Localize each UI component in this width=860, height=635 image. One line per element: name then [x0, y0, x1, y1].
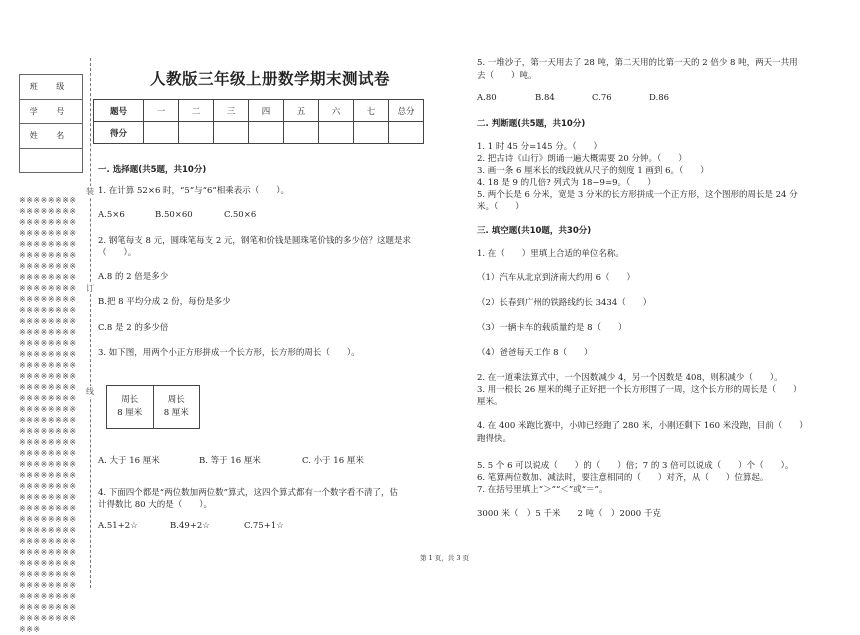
decorative-pattern: ※※※※※※※※※※※※※※※※※※※※※※※※※※※※※※※※※※※※※※※※※※※※※※※※※※※※※※※※※※※※※※※※※※※※※※※※※※※※※※※※※※※※※※※※※※※※※※※※※※※※※※※※※※※※※※※※※※※※※※※※※※※※※※※※※※※※※※※※※※※※※※※※※※※※※※※※※※※※※※※※※※※※※※※※※※※※※※※※※※※※※※※※※※※※※※※※※※※※※※※※※※※※※※※※※※※※※※※※※※※※※※※※※※※※※※※※※※※※※※※※※※※※※※※※※※※※※※※※※※※※※※※※※※※※※※※※※※※※※※※※※※※※※※※※※※※※※※※※※※※※※※※※※※※※※※※※※※※	[19, 196, 77, 634]
q5-option-a: A.80	[477, 93, 497, 103]
section-heading-choice: 一. 选择题(共5题，共10分)	[98, 165, 207, 175]
q1-option-c: C.50×6	[224, 210, 257, 220]
fill-4-line1: 4. 在 400 米跑比赛中，小帅已经跑了 280 米，小刚还剩下 160 米没跑，目前（ ）	[477, 421, 808, 431]
header-cell: 题号	[94, 100, 144, 122]
question-1: 1. 在计算 52×6 时，“5”与“6”相乘表示（ ）。	[98, 186, 290, 196]
header-cell: 五	[284, 100, 319, 122]
fill-4-line2: 跑得快。	[477, 434, 512, 444]
score-cell	[354, 122, 389, 144]
fill-3-line1: 3. 用一根长 26 厘米的绳子正好把一个长方形围了一周，这个长方形的周长是（ ）	[477, 385, 802, 395]
score-cell	[144, 122, 179, 144]
q3-option-b: B. 等于 16 厘米	[199, 456, 261, 466]
square-label: 8 厘米	[163, 408, 189, 418]
score-table	[93, 99, 424, 144]
score-cell	[389, 122, 424, 144]
judge-5-line1: 5. 两个长是 6 分米，宽是 3 分米的长方形拼成一个正方形，这个图形的周长是 24 分	[477, 190, 798, 200]
question-2-line2: （ ）。	[98, 248, 137, 258]
score-table-header-row	[94, 100, 424, 122]
header-cell: 三	[214, 100, 249, 122]
score-cell	[179, 122, 214, 144]
margin-mark-ding: 订	[86, 284, 94, 293]
fill-1-item-1: （1）汽车从北京到济南大约用 6（ ）	[477, 273, 636, 283]
q1-option-b: B.50×60	[155, 210, 193, 220]
q4-option-c: C.75+1☆	[244, 521, 284, 531]
class-field: 班 级	[20, 75, 82, 100]
fill-7: 7. 在括号里填上“＞”“＜”或“＝”。	[477, 485, 608, 495]
fill-1-item-3: （3）一辆卡车的载质量约是 8（ ）	[477, 323, 627, 333]
question-3: 3. 如下图，用两个小正方形拼成一个长方形，长方形的周长（ ）。	[98, 348, 360, 358]
header-cell: 总分	[389, 100, 424, 122]
square-label: 8 厘米	[117, 408, 143, 418]
header-cell: 二	[179, 100, 214, 122]
fill-2: 2. 在一道乘法算式中，一个因数减少 4，另一个因数是 408，则积减少（ ）。	[477, 373, 783, 383]
q5-option-d: D.86	[649, 93, 670, 103]
judge-1: 1. 1 时 45 分=145 分。（ ）	[477, 142, 602, 152]
margin-mark-zhuang: 装	[86, 187, 94, 196]
section-heading-judge: 二. 判断题(共5题，共10分)	[477, 119, 586, 129]
q3-option-a: A. 大于 16 厘米	[98, 456, 160, 466]
q5-option-c: C.76	[592, 93, 612, 103]
margin-mark-xian: 线	[86, 387, 94, 396]
judge-4: 4. 18 是 9 的几倍? 列式为 18−9=9。（ ）	[477, 178, 656, 188]
square-label: 周长	[121, 395, 139, 405]
fill-7-line: 3000 米（ ）5 千米 2 吨（ ）2000 千克	[477, 509, 661, 519]
rectangle-figure	[106, 385, 200, 429]
left-square	[107, 386, 154, 428]
q4-option-a: A.51+2☆	[98, 521, 138, 531]
binding-line	[90, 58, 91, 588]
judge-2: 2. 把古诗《山行》朗诵一遍大概需要 20 分钟。（ ）	[477, 154, 687, 164]
question-4-line1: 4. 下面四个都是“两位数加两位数”算式，这四个算式都有一个数字看不清了，估	[98, 488, 399, 498]
score-cell	[319, 122, 354, 144]
fill-1-item-2: （2）长春到广州的铁路线约长 3434（ ）	[477, 298, 652, 308]
name-field: 姓 名	[20, 124, 82, 149]
q2-option-c: C.8 是 2 的多少倍	[98, 323, 169, 333]
fill-3-line2: 厘米。	[477, 397, 503, 407]
header-cell: 六	[319, 100, 354, 122]
student-number-field: 学 号	[20, 100, 82, 125]
q2-option-b: B.把 8 平均分成 2 份，每份是多少	[98, 297, 231, 307]
q5-option-b: B.84	[535, 93, 555, 103]
header-cell: 一	[144, 100, 179, 122]
score-table-score-row	[94, 122, 424, 144]
header-cell: 七	[354, 100, 389, 122]
fill-5: 5. 5 个 6 可以说成（ ）的（ ）倍；7 的 3 倍可以说成（ ）个（ ）。	[477, 461, 794, 471]
right-square	[154, 386, 200, 428]
q2-option-a: A.8 的 2 倍是多少	[98, 272, 169, 282]
score-cell	[249, 122, 284, 144]
score-row-label: 得分	[94, 122, 144, 144]
blank-field	[20, 149, 82, 173]
fill-1-item-4: （4）爸爸每天工作 8（ ）	[477, 348, 593, 358]
question-5-line1: 5. 一堆沙子，第一天用去了 28 吨，第二天用的比第一天的 2 倍少 8 吨，两天一共用	[477, 58, 798, 68]
student-info-box	[19, 74, 83, 173]
question-5-line2: 去（ ）吨。	[477, 71, 537, 81]
q3-option-c: C. 小于 16 厘米	[302, 456, 364, 466]
q1-option-a: A.5×6	[98, 210, 125, 220]
question-2-line1: 2. 钢笔每支 8 元，圆珠笔每支 2 元，钢笔和价钱是圆珠笔价钱的多少倍？这题是求	[98, 236, 411, 246]
question-4-line2: 计得数比 80 大的是（ ）。	[98, 500, 212, 510]
judge-3: 3. 画一条 6 厘米长的线段就从尺子的刻度 1 画到 6。（ ）	[477, 166, 709, 176]
judge-5-line2: 米。（ ）	[477, 202, 524, 212]
page-footer: 第 1 页，共 3 页	[420, 554, 470, 562]
fill-6: 6. 笔算两位数加、减法时，要注意相同的（ ）对齐，从（ ）位算起。	[477, 473, 769, 483]
header-cell: 四	[249, 100, 284, 122]
fill-1: 1. 在（ ）里填上合适的单位名称。	[477, 249, 624, 259]
page-title: 人教版三年级上册数学期末测试卷	[150, 70, 391, 88]
section-heading-fill: 三. 填空题(共10题，共30分)	[477, 226, 592, 236]
q4-option-b: B.49+2☆	[170, 521, 210, 531]
square-label: 周长	[167, 395, 185, 405]
score-cell	[284, 122, 319, 144]
score-cell	[214, 122, 249, 144]
